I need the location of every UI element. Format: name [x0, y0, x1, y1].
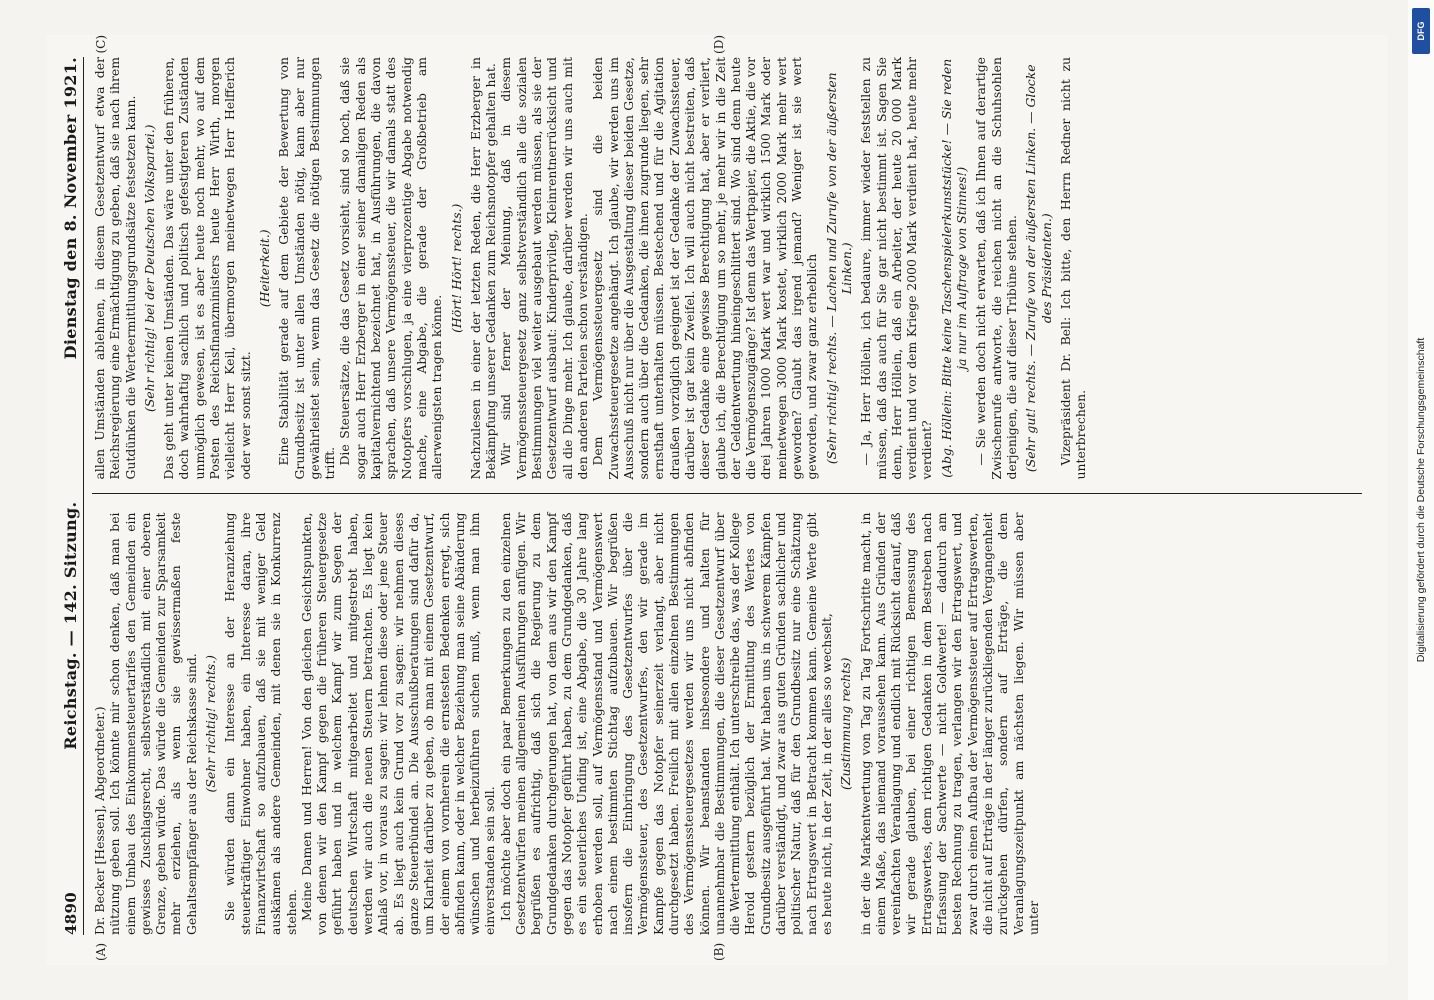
margin-marker-d: (D): [712, 35, 726, 54]
interjection: (Hört! Hört! rechts.): [448, 203, 464, 333]
interjection: (Zustimmung rechts): [838, 657, 854, 790]
paragraph: Das geht unter keinen Umständen. Das wäre unter den früheren, doch wahrhaftig sachlich und politisch gefestigteren Zuständen unmöglich gewesen, ist es aber heute noch mehr, wo auf dem Posten des Reichsfinanzministers heute Herr Wirth, morgen vielleicht Herr Keil, übermorgen meinetwegen Herr Helfferich oder wer sonst sitzt.: [161, 57, 253, 480]
header-date: Dienstag den 8. November 1921.: [61, 57, 80, 360]
interjection: (Heiterkeit.): [256, 229, 272, 308]
interjection: (Sehr richtig! rechts. — Lachen und Zurufe von der äußersten Linken.): [823, 72, 854, 465]
dfg-logo-text: DFG: [1416, 21, 1426, 41]
paragraph: Ich möchte aber doch ein paar Bemerkungen zu den einzelnen Gesetzentwürfen meinen allgemeinen Ausführungen anfügen. Wir begrüßen es aufrichtig, daß sich die Regierung zu dem Grundgedanken durchgerungen hat, von dem aus wir den Kampf gegen das Notopfer geführt haben, zu dem Grundgedanken, daß es ein steuerliches Unding ist, eine Abgabe, die 30 Jahre lang erhoben werden soll, auf Vermögensstand und Vermögenswert nach einem bestimmten Stichtag aufzubauen. Wir begrüßen insofern die Einbringung des Gesetzentwurfes über die Vermögenssteuer, des Gesetzentwurfes, den wir gerade im Kampfe gegen das Notopfer seinerzeit verlangt, aber nicht durchgesetzt haben. Freilich mit allen einzelnen Bestimmungen des Vermögenssteuergesetzes werden wir uns nicht abfinden können. Wir beanstanden insbesondere und halten für unannehmbar die Bestimmungen, die dieser Gesetzentwurf über die Wertermittlung enthält. Ich unterschreibe das, was der Kollege Herold gestern bezüglich der Ermittlung des Wertes von Grundbesitz ausgeführt hat. Wir haben uns in schwerem Kämpfen darüber verständigt, und zwar aus guten Gründen sachlicher und politischer Natur, daß für den Grundbesitz nur eine Schätzung nach Ertragswert in Betracht kommen kann. Gemeine Werte gibt es heute nicht, in der Zeit, in der alles so wechselt,: [497, 512, 834, 935]
left-column: [92, 512, 1362, 961]
header-title: Reichstag. — 142. Sitzung.: [61, 501, 80, 750]
paragraph: Dem Vermögenssteuergesetz sind die beiden Zuwachssteuergesetze angehängt. Ich glaube, wir werden uns im Ausschuß nicht nur über die Ausgestaltung dieser beiden Gesetze, sondern auch über die Gedanken, die ihnen zugrunde liegen, sehr ernsthaft unterhalten müssen. Bestechend und für die Agitation draußen vorzüglich geeignet ist der Gedanke der Zuwachssteuer, darüber ist gar kein Zweifel. Ich will auch nicht bestreiten, daß dieser Gedanke eine gewisse Berechtigung hat, aber er verliert, glaube ich, die Berechtigung um so mehr, je mehr wir in die Zeit der Geldentwertung hineingeschlittert sind. Wo sind denn heute die Vermögenszugänge? Ist denn das Wertpapier, die Aktie, die vor drei Jahren 1000 Mark wert war und wirklich 1500 Mark oder meinetwegen 3000 Mark kostet, wirklich 2000 Mark mehr wert geworden? Glaubt das irgend jemand? Weniger ist sie wert geworden, und zwar ganz erheblich: [590, 57, 820, 480]
paragraph: — Sie werden doch nicht erwarten, daß ich Ihnen auf derartige Zwischenrufe antworte, die reichen nicht an die Schuhsohlen derjenigen, die auf dieser Tribüne stehen.: [973, 57, 1019, 480]
margin-marker-a: (A): [94, 942, 108, 961]
paragraph: Die Steuersätze, die das Gesetz vorsieht, sind so hoch, daß sie sogar auch Herr Erzberger in einer seiner damaligen Reden als kapitalvernichtend bezeichnet hat, in Ausführungen, die davon sprachen, daß unsere Vermögenssteuer, die wir damals statt des Notopfers vorschlugen, ja eine vierprozentige Abgabe notwendig mache, eine Abgabe, die gerade der Großbetrieb am allerwenigsten tragen könne.: [337, 57, 445, 480]
paragraph: in der die Markentwertung von Tag zu Tag Fortschritte macht, in einem Maße, das niemand voraussehen kann. Aus Gründen der vereinfachten Veranlagung und endlich mit Rücksicht darauf, daß wir gerade glauben, bei einer richtigen Bemessung des Ertragswertes, dem richtigen Gedanken in dem Bestreben nach Erfassung der Sachwerte — nicht Goldwerte! — dadurch am besten Rechnung zu tragen, verlangen wir den Ertragswert, und zwar durch einen Aufbau der Vermögenssteuer auf Ertragswerten, die nicht auf Erträge in der länger zurückliegenden Vergangenheit zurückgehen dürfen, sondern auf Erträge, die dem Veranlagungszeitpunkt am nächsten liegen. Wir müssen aber unter: [857, 512, 1041, 935]
paragraph: nützung geben soll. Ich könnte mir schon denken, daß man bei einem Umbau des Einkommensteuertarifes den Gemeinden ein gewisses Zuschlagsrecht, selbstverständlich mit einer oberen Grenze, geben würde. Das würde die Gemeinden zur Sparsamkeit mehr erziehen, als wenn sie gewissermaßen feste Gehaltsempfänger aus der Reichskasse sind.: [107, 512, 199, 935]
paragraph: Wir sind ferner der Meinung, daß in diesem Vermögenssteuergesetz ganz selbstverständlich alle die sozialen Bestimmungen viel weiter ausgebaut werden müssen, als sie der Gesetzentwurf ausbaut: Kinderprivileg, Kleinrentnerrücksicht und all die Dinge mehr. Ich glaube, darüber werden wir uns auch mit den anderen Parteien schon verständigen.: [498, 57, 590, 480]
dfg-logo: [1412, 8, 1430, 54]
paragraph: Sie würden dann ein Interesse an der Heranziehung steuerkräftiger Einwohner haben, ein Interesse daran, ihre Finanzwirtschaft so aufzubauen, daß sie mit weniger Geld auskämen als andere Gemeinden, mit denen sie in Konkurrenz stehen.: [222, 512, 299, 935]
paragraph: allen Umständen ablehnen, in diesem Gesetzentwurf etwa der Reichsregierung eine Ermächtigung zu geben, daß sie nach ihrem Gutdünken die Werteermittlungsgrundsätze festsetzen kann.: [92, 57, 138, 480]
page-header: [61, 57, 84, 935]
right-column: [92, 35, 1362, 495]
document-page: [47, 35, 1387, 965]
interjection: (Abg. Höllein: Bitte keine Taschenspielerkunststücke! — Sie reden ja nur im Auftrage von Stinnes!): [938, 58, 970, 478]
paragraph: Vizepräsident Dr. Bell: Ich bitte, den Herrn Redner nicht zu unterbrechen.: [1057, 57, 1089, 480]
paragraph: — Ja, Herr Höllein, ich bedaure, immer wieder feststellen zu müssen, daß das auch für Sie gar nicht bestimmt ist. Sagen Sie denn, Herr Höllein, daß ein Arbeiter, der heute 20 000 Mark verdient und vor dem Kriege 2000 Mark verdient hat, heute mehr verdient?: [858, 57, 935, 480]
paragraph: Eine Stabilität gerade auf dem Gebiete der Bewertung von Grundbesitz ist unter allen Umständen nötig, kann aber nur gewährleistet sein, wenn das Gesetz die nötigen Bestimmungen trifft.: [276, 57, 338, 480]
interjection: (Sehr gut! rechts. — Zurufe von der äußersten Linken. — Glocke des Präsidenten.): [1023, 64, 1054, 473]
margin-marker-c: (C): [94, 35, 108, 54]
interjection: (Sehr richtig! bei der Deutschen Volkspartei.): [141, 124, 157, 413]
page-number: 4890: [62, 892, 80, 935]
interjection: (Sehr richtig! rechts.): [203, 655, 219, 793]
margin-marker-b: (B): [712, 942, 726, 961]
digitization-sidebar: [1408, 0, 1434, 1000]
text-columns: [92, 35, 1362, 961]
speaker-label: Dr. Becker [Hessen], Abgeordneter.): [92, 706, 107, 935]
paragraph: Nachzulesen in einer der letzten Reden, die Herr Erzberger in Bekämpfung unserer Gedanken zum Reichsnotopfer gehalten hat.: [467, 57, 499, 480]
funding-note: Digitalisierung gefördert durch die Deutsche Forschungsgemeinschaft: [1415, 337, 1427, 663]
paragraph: Meine Damen und Herren! Von den gleichen Gesichtspunkten, von denen wir den Kampf gegen die früheren Steuergesetze geführt haben und in welchem Kampf wir zum Segen der deutschen Wirtschaft mitgearbeitet und mitgestrebt haben, werden wir auch die neuen Steuern betrachten. Es liegt kein Anlaß vor, in voraus zu sagen: wir lehnen diese oder jene Steuer ab. Es liegt auch kein Grund vor zu sagen: wir nehmen dieses ganze Steuerbündel an. Die Ausschußberatungen sind dafür da, um Klarheit darüber zu geben, ob man mit einem Gesetzentwurf, der einem von vornherein die ernstesten Bedenken erregt, sich abfinden kann, oder in welcher Beziehung man seine Abänderung wünschen und herbeizuführen suchen muß, wenn man ihm einverstanden sein soll.: [298, 512, 498, 935]
